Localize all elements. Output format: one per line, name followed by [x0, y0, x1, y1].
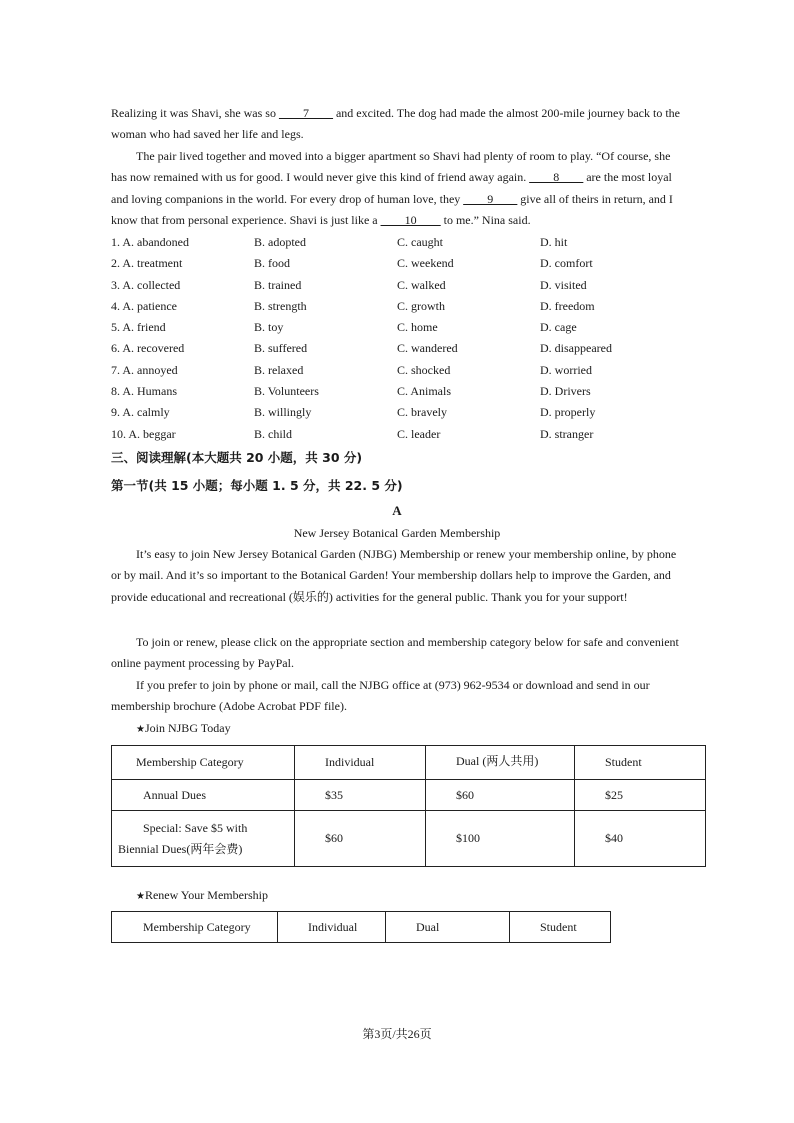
option: B. strength [254, 298, 307, 313]
option: B. suffered [254, 341, 308, 356]
table-cell: Annual Dues [112, 780, 295, 811]
star-icon [136, 888, 145, 902]
option: 1. A. abandoned [111, 235, 189, 249]
option: D. disappeared [540, 341, 612, 356]
option-row [111, 296, 691, 317]
option: B. Volunteers [254, 384, 319, 399]
option: D. cage [540, 320, 577, 335]
option: 4. A. patience [111, 298, 177, 313]
join-heading-label: Join NJBG Today [144, 721, 231, 735]
option: D. freedom [540, 298, 595, 313]
option: C. bravely [397, 405, 447, 420]
option: C. caught [397, 235, 443, 249]
table-header: Individual [278, 912, 386, 943]
option: 3. A. collected [111, 277, 181, 292]
option: C. weekend [397, 256, 454, 271]
join-table [111, 745, 706, 867]
passage-text: to me.” Nina said. [440, 212, 531, 227]
blank-8: ____8____ [529, 170, 584, 185]
option: 9. A. calmly [111, 405, 170, 420]
option-row [111, 402, 691, 423]
blank-7: ____7____ [278, 106, 333, 120]
option: C. growth [397, 298, 445, 313]
option-row [111, 317, 691, 338]
table-header: Dual [386, 912, 510, 943]
option: C. wandered [397, 341, 458, 356]
table-cell: $60 [426, 780, 575, 811]
blank-10: ____10____ [380, 212, 441, 227]
option: B. toy [254, 320, 284, 335]
option: C. shocked [397, 362, 451, 377]
blank-9: ____9____ [463, 191, 518, 206]
biennial-label: Biennial Dues(两年会费) [118, 841, 243, 856]
article-title: New Jersey Botanical Garden Membership [293, 526, 501, 540]
option-row [111, 253, 691, 274]
option: C. walked [397, 277, 446, 292]
option: C. Animals [397, 384, 452, 399]
option: B. food [254, 256, 290, 271]
option: B. adopted [254, 235, 306, 249]
option: D. stranger [540, 426, 594, 441]
option: 2. A. treatment [111, 256, 183, 271]
table-cell [112, 811, 295, 867]
passage-paragraph-1 [111, 103, 686, 146]
table-header: Individual [295, 746, 426, 780]
passage-text: give all of theirs in return, and I know that from personal experience. Shavi is just like a [111, 191, 673, 227]
table-cell: $40 [575, 811, 706, 867]
option: B. relaxed [254, 362, 304, 377]
option: B. willingly [254, 405, 312, 420]
table-cell: $100 [426, 811, 575, 867]
article-paragraph-1: It’s easy to join New Jersey Botanical Garden (NJBG) Membership or renew your membership online, by phone or by mail. And it’s so important to the Botanical Garden! Your membership dollars help to improve the Garden, and provide educational and recreational (娱乐的) activities for the general public. Thank you for your support! [111, 547, 677, 604]
article-paragraph-3: If you prefer to join by phone or mail, call the NJBG office at (973) 962-9534 or download and send in our membership brochure (Adobe Acrobat PDF file). [111, 678, 650, 714]
article-paragraph-2: To join or renew, please click on the appropriate section and membership category below for safe and convenient online payment processing by PayPal. [111, 635, 679, 671]
option: D. worried [540, 362, 592, 377]
option-row [111, 232, 691, 253]
passage-text: The pair lived together and moved into a bigger apartment so Shavi had plenty of room to play. “Of course, she has now remained with us for good. I would never give this kind of friend away again. [111, 149, 671, 185]
table-cell: $60 [295, 811, 426, 867]
subsection-heading: 第一节(共 15 小题；每小题 1. 5 分，共 22. 5 分) [111, 478, 403, 493]
option-row [111, 275, 691, 296]
option: D. comfort [540, 256, 593, 271]
article-letter: A [392, 503, 402, 518]
table-header: Student [575, 746, 706, 780]
option: B. trained [254, 277, 302, 292]
table-header-row [112, 746, 706, 780]
option: D. Drivers [540, 384, 591, 399]
option: D. visited [540, 277, 587, 292]
table-header: Student [510, 912, 611, 943]
option: 10. A. beggar [111, 426, 176, 441]
renew-table [111, 911, 611, 943]
passage-paragraph-2 [111, 146, 686, 231]
option: 8. A. Humans [111, 384, 177, 399]
option: 7. A. annoyed [111, 362, 178, 377]
page-number: 第3页/共26页 [362, 1027, 432, 1041]
table-header-row [112, 912, 611, 943]
option-row [111, 381, 691, 402]
table-cell: $35 [295, 780, 426, 811]
renew-heading [136, 885, 711, 907]
option-row [111, 424, 691, 445]
table-row [112, 780, 706, 811]
join-heading [136, 718, 711, 740]
option: B. child [254, 426, 292, 441]
star-icon [136, 721, 145, 735]
option-row [111, 360, 691, 381]
passage-text: and excited. The dog had made the almost 200-mile journey back to the woman who had saved her life and legs. [111, 106, 680, 142]
renew-heading-label: Renew Your Membership [144, 888, 268, 902]
option: 6. A. recovered [111, 341, 185, 356]
passage-text: Realizing it was Shavi, she was so [111, 106, 279, 120]
option: D. properly [540, 405, 596, 420]
option: D. hit [540, 235, 568, 249]
option-row [111, 338, 691, 359]
passage-text: are the most loyal and loving companions in the world. For every drop of human love, they [111, 170, 672, 206]
option: 5. A. friend [111, 320, 166, 335]
option: C. home [397, 320, 438, 335]
table-row [112, 811, 706, 867]
option: C. leader [397, 426, 441, 441]
answer-options [111, 232, 691, 445]
special-label: Special: Save $5 with [143, 820, 248, 835]
table-cell: $25 [575, 780, 706, 811]
section-heading: 三、阅读理解(本大题共 20 小题，共 30 分) [111, 450, 363, 465]
table-header: Membership Category [112, 912, 278, 943]
table-header: Dual (两人共用) [426, 746, 575, 780]
table-header: Membership Category [112, 746, 295, 780]
